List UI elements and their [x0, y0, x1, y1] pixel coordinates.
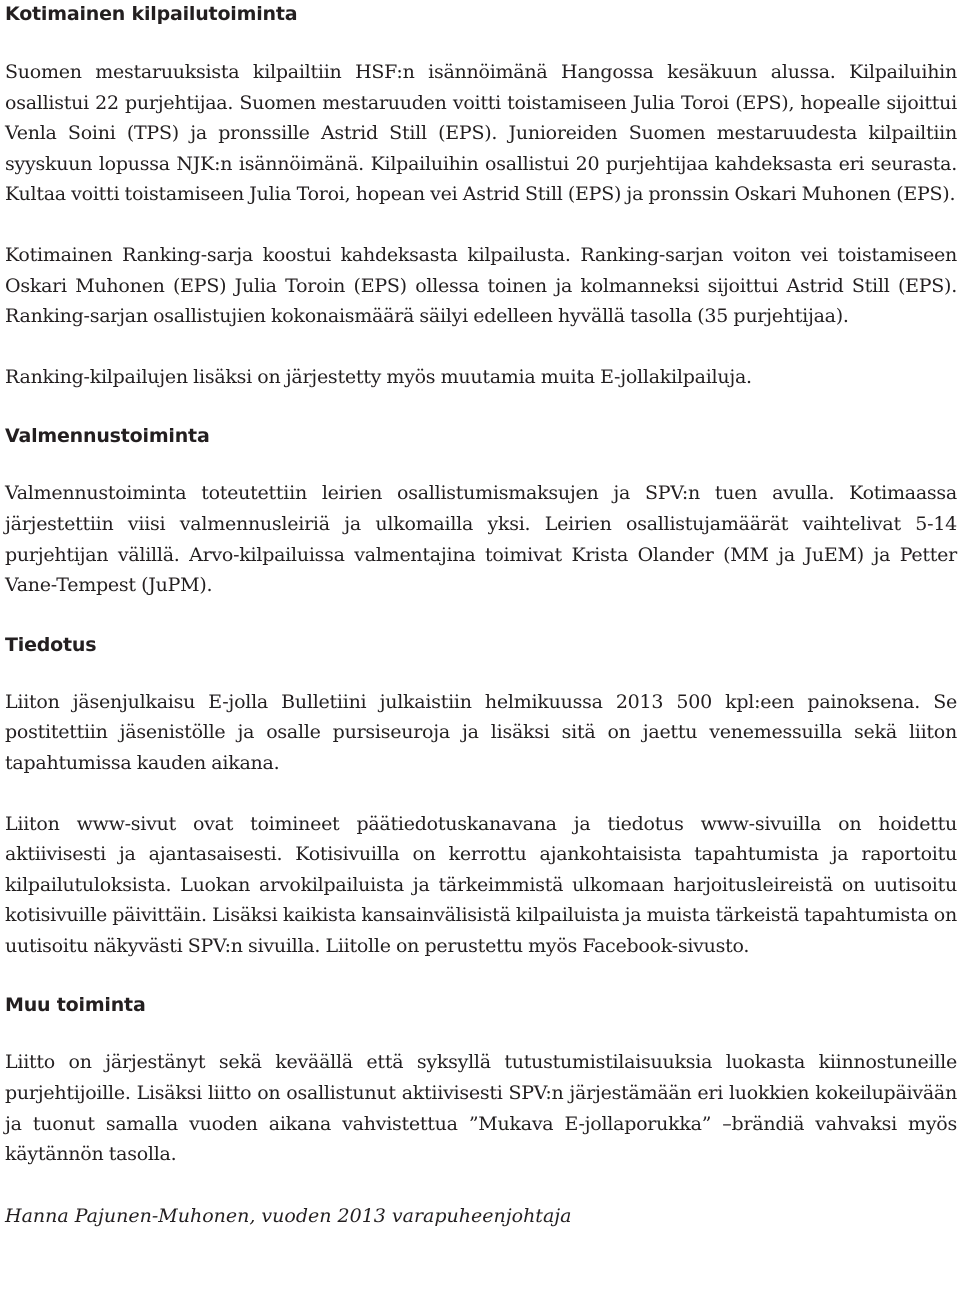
paragraph: Liitto on järjestänyt sekä keväällä että syksyllä tutustumistilaisuuksia luokasta kiinnostuneille purjehtijoille. Lisäksi liitto on osallistunut aktiivisesti SPV:n järjestämään eri luokkien kokeilupäivään ja tuonut samalla vuoden aikana vahvistettua ”Mukava E-jollaporukka” –brändiä vahvaksi myös käytännön tasolla. — [5, 1051, 957, 1166]
paragraph: Liiton www-sivut ovat toimineet päätiedotuskanavana ja tiedotus www-sivuilla on hoidettu aktiivisesti ja ajantasaisesti. Kotisivuilla on kerrottu ajankohtaisista tapahtumista ja raportoitu kilpailutuloksista. Luokan arvokilpailuista ja tärkeimmistä ulkomaan harjoitusleireistä on uutisoitu kotisivuille päivittäin. Lisäksi kaikista kansainvälisistä kilpailuista ja muista tärkeistä tapahtumista on uutisoitu näkyvästi SPV:n sivuilla. Liitolle on perustettu myös Facebook-sivusto. — [5, 812, 957, 957]
paragraph: Ranking-kilpailujen lisäksi on järjestetty myös muutamia muita E-jollakilpailuja. — [5, 365, 752, 388]
document-page — [5, 0, 957, 1230]
author-signature: Hanna Pajunen-Muhonen, vuoden 2013 varapuheenjohtaja — [5, 1204, 572, 1227]
paragraph: Valmennustoiminta toteutettiin leirien osallistumismaksujen ja SPV:n tuen avulla. Kotimaassa järjestettiin viisi valmennusleiriä ja ulkomailla yksi. Leirien osallistujamäärät vaihtelivat 5-14 purjehtijan välillä. Arvo-kilpailuissa valmentajina toimivat Krista Olander (MM ja JuEM) ja Petter Vane-Tempest (JuPM). — [5, 482, 957, 597]
section-heading-kotimainen-kilpailutoiminta: Kotimainen kilpailutoiminta — [5, 3, 298, 25]
section-heading-tiedotus: Tiedotus — [5, 633, 97, 656]
paragraph: Liiton jäsenjulkaisu E-jolla Bulletiini julkaistiin helmikuussa 2013 500 kpl:een painoksena. Se postitettiin jäsenistölle ja osalle pursiseuroja ja lisäksi sitä on jaettu venemessuilla sekä liiton tapahtumissa kauden aikana. — [5, 690, 957, 774]
section-heading-valmennustoiminta: Valmennustoiminta — [5, 425, 210, 448]
paragraph: Kotimainen Ranking-sarja koostui kahdeksasta kilpailusta. Ranking-sarjan voiton vei toistamiseen Oskari Muhonen (EPS) Julia Toroin (EPS) ollessa toinen ja kolmanneksi sijoittui Astrid Still (EPS). Ranking-sarjan osallistujien kokonaismäärä säilyi edelleen hyvällä tasolla (35 purjehtijaa). — [5, 243, 957, 328]
section-heading-muu-toiminta: Muu toiminta — [5, 994, 146, 1017]
paragraph: Suomen mestaruuksista kilpailtiin HSF:n isännöimänä Hangossa kesäkuun alussa. Kilpailuihin osallistui 22 purjehtijaa. Suomen mestaruuden voitti toistamiseen Julia Toroi (EPS), hopealle sijoittui Venla Soini (TPS) ja pronssille Astrid Still (EPS). Junioreiden Suomen mestaruudesta kilpailtiin syyskuun lopussa NJK:n isännöimänä. Kilpailuihin osallistui 20 purjehtijaa kahdeksasta eri seurasta. Kultaa voitti toistamiseen Julia Toroi, hopean vei Astrid Still (EPS) ja pronssin Oskari Muhonen (EPS). — [5, 61, 957, 206]
